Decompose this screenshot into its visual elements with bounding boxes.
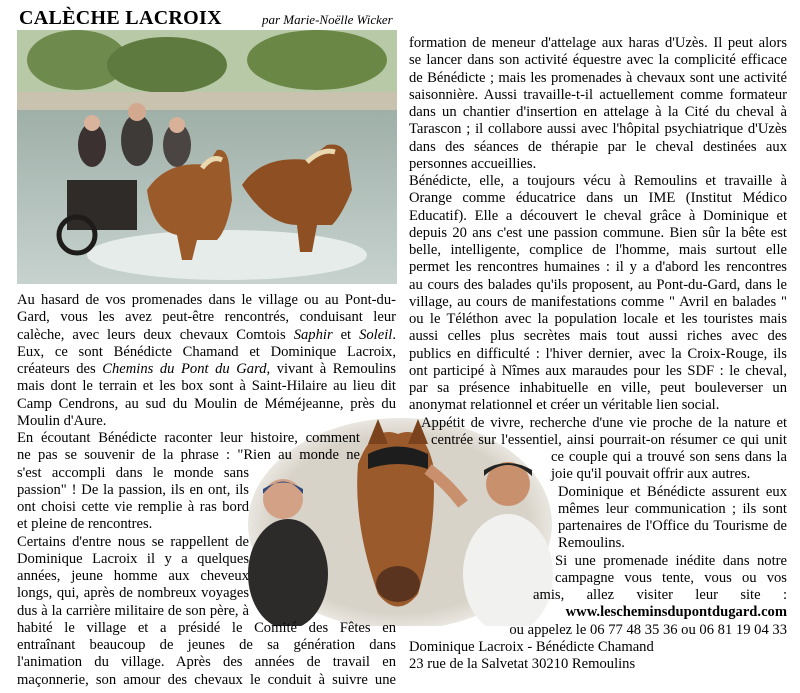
col2-paragraph-1 bbox=[409, 35, 787, 415]
text-line: et pleine de rencontres. bbox=[17, 516, 153, 533]
col2-paragraph-4 bbox=[558, 484, 787, 553]
text-line: dus à la carrière militaire de son père, à bbox=[17, 602, 249, 619]
text-line: par sa présence inhabituelle en ville, peut bouleverser un bbox=[409, 380, 787, 396]
text-line: ont participé à Nîmes aux maraudes pour les SDF : le cheval, bbox=[409, 362, 787, 379]
text-line: ou le Téléthon avec la population locale et les touristes mais bbox=[409, 311, 787, 327]
text-line: Remoulins. bbox=[558, 535, 625, 552]
text-line: passion" ! De la passion, ils en ont, ils bbox=[17, 481, 249, 498]
col1-paragraph-3 bbox=[17, 620, 396, 689]
text-line: ont choisi cette vie remplie à ras bord bbox=[17, 499, 249, 515]
text-line: joie qu'il pouvait offrir aux autres. bbox=[551, 466, 751, 483]
text-line: dans un chantier d'insertion en attelage à la Cité du cheval à bbox=[409, 104, 787, 120]
text-line: entraînant beaucoup de jeunes de sa génération dans bbox=[17, 637, 396, 653]
col2-paragraph-3 bbox=[421, 415, 787, 432]
col1-paragraph-2b bbox=[17, 465, 249, 620]
text-line: Si une promenade inédite dans notre bbox=[555, 552, 787, 569]
text-line: partenaires de l'Office du Tourisme de bbox=[558, 518, 787, 534]
text-line: mais dont le terrain et les box sont à Saint-Hilaire au lieu dit bbox=[17, 378, 396, 395]
contact-address: 23 rue de la Salvetat 30210 Remoulins bbox=[409, 656, 636, 672]
text-line: Appétit de vivre, recherche d'une vie proche de la nature et bbox=[421, 414, 787, 431]
text-line: habité le village et a présidé le Comité des Fêtes en bbox=[17, 619, 396, 636]
text-line: dans des séances de thérapie par le cheval destinées aux bbox=[409, 138, 787, 155]
text-line: longs, qui, après de nombreux voyages bbox=[17, 585, 249, 602]
text-line: belle, intelligente, complice de l'homme, mais surtout elle bbox=[409, 242, 787, 258]
text-line: Eux, ce sont Bénédicte Chamand et Dominique Lacroix, bbox=[17, 343, 396, 360]
col1-paragraph-2 bbox=[17, 430, 360, 465]
text-line: au cours des balades qu'ils proposent, au Pont-du-Gard, dans le bbox=[409, 276, 787, 293]
text-line: créateurs des Chemins du Pont du Gard, vivant à Remoulins bbox=[17, 361, 396, 377]
text-line: personnes accueillies. bbox=[409, 155, 537, 172]
text-line: Camp Cendrons, au sud du Moulin de Méméjeanne, près du bbox=[17, 395, 396, 412]
website-link[interactable]: www.lescheminsdupontdugard.com bbox=[565, 604, 787, 621]
text-line: Tarascon ; il collabore aussi avec l'hôpital psychiatrique d'Uzès bbox=[409, 121, 787, 138]
text-line: formation de meneur d'attelage aux haras d'Uzès. Il peut alors bbox=[409, 35, 787, 51]
col2-paragraph-3c bbox=[551, 449, 787, 484]
text-line: ne pas se souvenir de la phrase : "Rien au monde ne bbox=[17, 447, 360, 464]
text-line: permet les rencontres humaines : il y a d'abord les rencontres bbox=[409, 259, 787, 276]
text-line: s'est accompli dans le monde sans bbox=[17, 464, 249, 481]
contact-names: Dominique Lacroix - Bénédicte Chamand bbox=[409, 638, 654, 655]
text-line: maçonnerie, son amour des chevaux le conduit à suivre une bbox=[17, 671, 396, 688]
text-line: se lancer dans son activité équestre avec la complicité efficace bbox=[409, 52, 787, 69]
text-line: Au hasard de vos promenades dans le village ou au Pont-du- bbox=[17, 292, 396, 308]
text-line: calèche, avec leurs deux chevaux Comtois Saphir et Soleil. bbox=[17, 326, 396, 343]
text-line: ce couple qui a trouvé son sens dans la bbox=[551, 449, 787, 465]
horse-carriage-river-photo bbox=[17, 30, 397, 284]
text-line: campagne vous tente, vous ou vos bbox=[555, 569, 787, 586]
text-line: amis, allez visiter leur site : bbox=[533, 587, 787, 603]
text-line: mêmes leur communication ; ils sont bbox=[558, 500, 787, 517]
article-title: CALÈCHE LACROIX bbox=[19, 7, 222, 29]
text-line: années, jeune homme aux cheveux bbox=[17, 568, 249, 584]
text-line: Dominique et Bénédicte assurent eux bbox=[558, 483, 787, 500]
text-line: Dominique Lacroix il y a quelques bbox=[17, 550, 249, 567]
text-line: depuis 20 ans c'est une passion commune. Bien sûr la bête est bbox=[409, 224, 787, 241]
col2-paragraph-3b bbox=[431, 432, 787, 449]
text-line: Moulin d'Aure. bbox=[17, 412, 107, 429]
text-line: saisonnière. Aussi travaille-t-il actuellement comme formateur bbox=[409, 86, 787, 103]
col1-paragraph-1 bbox=[17, 292, 396, 430]
text-line: Educatif). Elle a découvert le cheval grâce à Dominique et bbox=[409, 207, 787, 224]
text-line: Certains d'entre nous se rappellent de bbox=[17, 533, 249, 550]
text-line: Gard, vous les avez peut-être rencontrés, conduisant leur bbox=[17, 309, 396, 326]
text-line: aussi celles plus secrètes mais tout aussi riches avec des bbox=[409, 328, 787, 345]
text-line: Orange comme éducatrice dans un IME (Institut Médico bbox=[409, 190, 787, 207]
text-line: l'animation du village. Après des années de travail en bbox=[17, 654, 396, 671]
text-line: publics en difficulté : l'hiver dernier, avec la Croix-Rouge, ils bbox=[409, 345, 787, 362]
text-line: anonymat relationnel et créer un véritable lien social. bbox=[409, 397, 720, 414]
byline: par Marie-Noëlle Wicker bbox=[262, 12, 393, 27]
text-line: En écoutant Bénédicte raconter leur histoire, comment bbox=[17, 430, 360, 446]
col2-contact bbox=[409, 622, 787, 674]
text-line: Bénédicte, elle, a toujours vécu à Remoulins et travaille à bbox=[409, 173, 787, 189]
text-line: centrée sur l'essentiel, ainsi pourrait-on résumer ce qui unit bbox=[431, 431, 787, 448]
col2-paragraph-5b bbox=[533, 587, 787, 622]
phone-numbers: ou appelez le 06 77 48 35 36 ou 06 81 19 04 33 bbox=[509, 621, 787, 638]
text-line: de Bénédicte ; mais les promenades à chevaux sont une activité bbox=[409, 69, 787, 86]
col2-paragraph-5 bbox=[555, 553, 787, 588]
text-line: village, au cours de manifestations comme " Avril en balades " bbox=[409, 293, 787, 310]
